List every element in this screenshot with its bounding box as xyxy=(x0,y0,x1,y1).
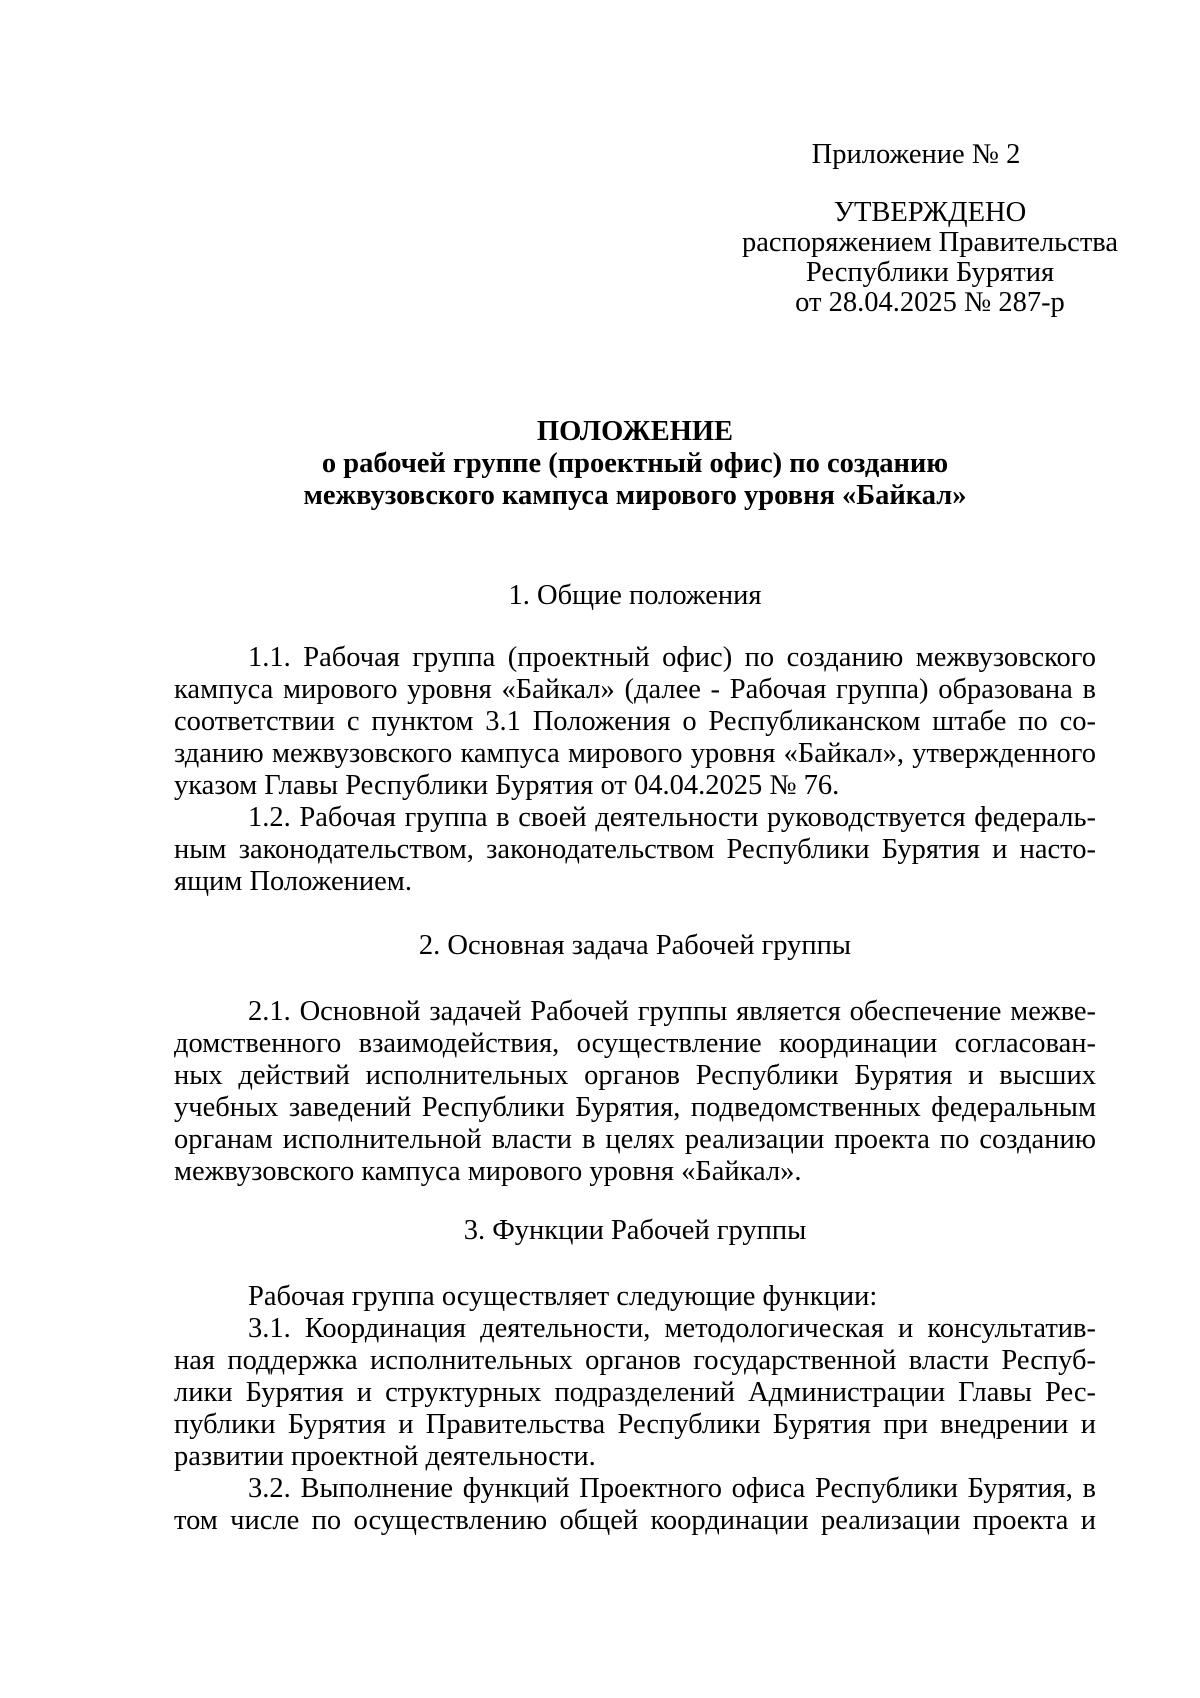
approval-line: Республики Бурятия xyxy=(805,257,1055,288)
text-line: ящим Положением. xyxy=(174,866,412,897)
text-line: лики Бурятия и структурных подразделений Администрации Главы Рес- xyxy=(174,1377,1096,1408)
section-heading: 1. Общие положения xyxy=(508,580,762,611)
text-line: публики Бурятия и Правительства Республики Бурятия при внедрении и xyxy=(174,1409,1096,1440)
paragraph-1-2 xyxy=(174,802,1096,898)
text-line: ная поддержка исполнительных органов государственной власти Респуб- xyxy=(174,1345,1096,1376)
text-line: развитии проектной деятельности. xyxy=(174,1441,596,1472)
text-line: кампуса мирового уровня «Байкал» (далее - Рабочая группа) образована в xyxy=(174,674,1096,705)
section-heading: 2. Основная задача Рабочей группы xyxy=(418,930,852,961)
paragraph-3-2 xyxy=(174,1473,1096,1537)
text-line: Рабочая группа осуществляет следующие функции: xyxy=(248,1281,878,1312)
text-line: межвузовского кампуса мирового уровня «Байкал». xyxy=(174,1156,802,1187)
approval-line: от 28.04.2025 № 287-р xyxy=(795,287,1065,318)
approval-line: распоряжением Правительства xyxy=(741,227,1119,258)
text-line: домственного взаимодействия, осуществление координации согласован- xyxy=(174,1028,1096,1059)
text-line: том числе по осуществлению общей координации реализации проекта и xyxy=(174,1505,1096,1536)
text-line: 3.1. Координация деятельности, методологическая и консультатив- xyxy=(248,1313,1096,1344)
text-line: органам исполнительной власти в целях реализации проекта по созданию xyxy=(174,1124,1096,1155)
title-line: межвузовского кампуса мирового уровня «Байкал» xyxy=(303,480,967,511)
text-line: 1.1. Рабочая группа (проектный офис) по созданию межвузовского xyxy=(248,642,1096,673)
title-main: ПОЛОЖЕНИЕ xyxy=(536,416,734,447)
paragraph-1-1 xyxy=(174,642,1096,802)
section-heading: 3. Функции Рабочей группы xyxy=(463,1215,807,1246)
paragraph-3-intro xyxy=(174,1281,1096,1313)
text-line: указом Главы Республики Бурятия от 04.04.2025 № 76. xyxy=(174,770,840,801)
approval-stamp xyxy=(730,198,1130,318)
document-title xyxy=(175,416,1095,512)
text-line: ным законодательством, законодательством Республики Бурятия и насто- xyxy=(174,834,1096,865)
title-line: о рабочей группе (проектный офис) по созданию xyxy=(321,448,949,479)
text-line: 1.2. Рабочая группа в своей деятельности руководствуется федераль- xyxy=(248,802,1096,833)
text-line: 2.1. Основной задачей Рабочей группы является обеспечение межве- xyxy=(248,996,1096,1027)
text-line: 3.2. Выполнение функций Проектного офиса Республики Бурятия, в xyxy=(248,1473,1096,1504)
text-line: соответствии с пунктом 3.1 Положения о Республиканском штабе по со- xyxy=(174,706,1096,737)
text-line: ных действий исполнительных органов Республики Бурятия и высших xyxy=(174,1060,1096,1091)
annex-number: Приложение № 2 xyxy=(811,139,1021,170)
text-line: учебных заведений Республики Бурятия, подведомственных федеральным xyxy=(174,1092,1096,1123)
text-line: зданию межвузовского кампуса мирового уровня «Байкал», утвержденного xyxy=(174,738,1096,769)
paragraph-3-1 xyxy=(174,1313,1096,1473)
paragraph-2-1 xyxy=(174,996,1096,1188)
approval-label: УТВЕРЖДЕНО xyxy=(833,197,1027,228)
